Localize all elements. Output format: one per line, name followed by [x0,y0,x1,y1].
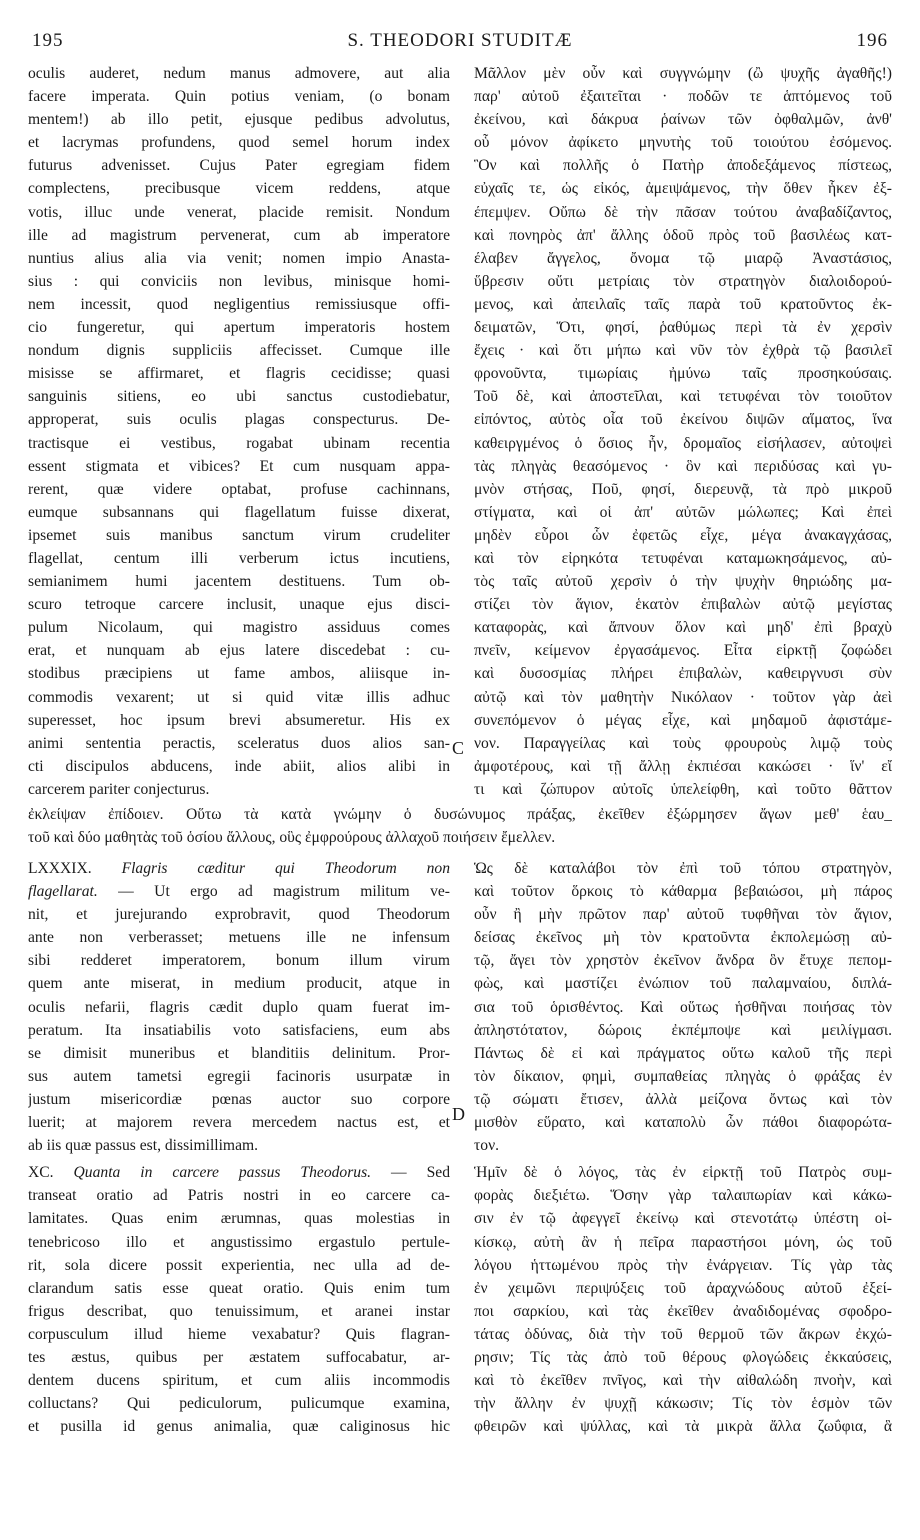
text-line: τοῦ καὶ δύο μαθητὰς τοῦ ὁσίου ἄλλους, οὓς ἐμφρούρους ἀλλαχοῦ ποιήσειν ἔμελλεν. [28,829,556,847]
greek-full-width-lines [28,803,892,849]
text-line: εἰπόντος, αὐτὸς οἷα τοῦ ἐκείνου διψῶν αἵματος, ἵνα [474,411,892,429]
latin-column-bottom [28,857,450,1438]
text-line: frigus describat, quo tenuissimum, et aranei instar [28,1302,450,1320]
text-line: erat, et nunquam ab ejus latere discedebat : cu- [28,642,450,660]
text-line: transeat oratio ad Patris nostri in eo carcere ca- [28,1187,450,1205]
text-line: Μᾶλλον μὲν οὖν καὶ συγγνώμην (ὢ ψυχῆς ἀγαθῆς!) [474,65,892,82]
greek-column-top [474,62,892,801]
text-line: τὰς πληγὰς θεασόμενος · ὃν καὶ περιδύσας καὶ γυ- [474,457,892,475]
text-line: sus autem tametsi egregii facinoris usurpatæ in [28,1067,450,1085]
text-line: κίσκῳ, αὐτὴ ἂν ἡ πεῖρα παραστήσοι μόνη, ὡς τοῦ [474,1233,892,1251]
text-line: ἐκείνου, καὶ δάκρυα ῥαίνων τῶν ὀφθαλμῶν, ἀνθ' [474,111,892,129]
text-line: peratum. Ita insatiabilis voto satisfaciens, eum abs [28,1021,450,1039]
text-line: μισθὸν εὕρατο, καὶ καταπολὺ ὧν πάθοι διαφορώτα- [474,1114,892,1132]
text-line: nit, et jurejurando exprobravit, quod Theodorum [28,906,450,924]
text-line: carcerem pariter conjecturus. [28,780,210,798]
text-line: justum misericordiæ pœnas auctor suo corpore [28,1090,450,1108]
text-line: Ἡμῖν δὲ ὁ λόγος, τὰς ἐν εἱρκτῇ τοῦ Πατρὸς συμ- [474,1164,892,1182]
text-line: et pusilla id genus animalia, quæ caliginosus hic [28,1418,450,1436]
text-line: φρονοῦντα, τιμωρίαις ἠμύνω ταῖς προσηκούσαις. [474,365,892,383]
text-line: rerent, quæ videre optabat, profuse cachinnans, [28,480,450,498]
text-line: τῷ σώματι ἔτισεν, ἀλλὰ μείζονα ὄντως καὶ τὸν [474,1090,892,1108]
text-line: οὗ μόνον ἀφίκετο μηνυτὴς τοῦ τοιούτου ἐσόμενος. [474,134,892,152]
text-line: τὸς ταῖς αὐτοῦ χερσὶν ὁ τὴν ψυχὴν θηριώδης μα- [474,573,892,591]
text-line: colluctans? Qui pediculorum, pulicumque examina, [28,1395,450,1413]
text-line: οὖν ἢ μὴν πρῶτον παρ' αὐτοῦ τυφθῆναι τὸν ἅγιον, [474,906,892,924]
text-line: τάτας ὀδύνας, διὰ τὴν τοῦ θερμοῦ τῶν ἄκρων ἐκχώ- [474,1325,892,1343]
text-line: καὶ τὸν εἰρηκότα τετυφέναι καταμωκησάμενος, αὐ- [474,549,892,567]
text-line: δειματῶν, Ὅτι, φησί, ῥαθύμως περὶ τὰ ἐν χερσὶν [474,319,892,337]
text-line: καὶ τὸ ἐκεῖθεν πνῖγος, καὶ τὴν αἰθαλώδη πνοὴν, καὶ [474,1372,892,1390]
text-line: ipsemet suis manibus sanctum virum crudeliter [28,526,450,544]
text-line: φθειρῶν καὶ ψύλλας, καὶ τὰ μικρὰ ἄλλα ζωΰφια, ἃ [474,1418,892,1436]
text-line: semianimem humi jacentem destituens. Tum ob- [28,573,450,591]
text-line: misisse se affirmaret, et flagris cecidisse; quasi [28,365,450,383]
text-line: pulum Nicolaum, qui magistro assiduus comes [28,619,450,637]
text-line: ὕβρεσιν οὔτι μετρίαις τὸν στρατηγὸν διαλοιδορού- [474,272,892,290]
text-line: σια τοῦ ὁρισθέντος. Καὶ οὕτως ἡσθῆναι ποιήσας τὸν [474,998,892,1016]
left-page-number: 195 [32,30,64,51]
text-line: καταφορὰς, καὶ ἄπνουν ὅλον καὶ μηδ' ἐπὶ βραχὺ [474,619,892,637]
text-line: rit, sola dicere possit experientia, nec ulla ad de- [28,1256,450,1274]
text-line: καθειργμένος ὁ ὅσιος ἦν, δρομαῖος εἰσήλασεν, αὐτοψεὶ [474,434,892,452]
text-line: μηδὲν εὗροι ὧν ἐφετῶς εἶχε, μέγα ἀνακαγχάσας, [474,526,892,544]
text-line: mentem!) ab illo petit, ejusque pedibus advolutus, [28,111,450,129]
text-line: clarandum satis esse queat oratio. Quis enim tum [28,1279,450,1297]
text-line: Τοῦ δὲ, καὶ ἀποστεῖλαι, καὶ τετυφέναι τὸν τοιοῦτον [474,388,892,406]
text-line: παρ' αὐτοῦ ἐξαιτεῖται · ποδῶν τε ἁπτόμενος τοῦ [474,88,892,106]
text-line: τὴν ἄλλην ἐν ψυχῇ κάκωσιν; Τίς τὸν ἑσμὸν τῶν [474,1395,892,1413]
latin-column-top [28,62,450,801]
text-line: et lacrymas profundens, quod semel horum index [28,134,450,152]
text-line: sibi redderet imperatorem, bonum illum virum [28,952,450,970]
text-line: Ὡς δὲ καταλάβοι τὸν ἐπὶ τοῦ τόπου στρατηγὸν, [474,860,892,877]
text-line: corpusculum illud hieme vexabatur? Quis flagran- [28,1325,450,1343]
text-line: φορὰς διεξιέτω. Ὅσην γὰρ ταλαιπωρίαν καὶ κάκω- [474,1187,892,1205]
text-line: μνὸν στήσας, Ποῦ, φησί, διερευνᾷ, τὰ πρὸ μικροῦ [474,480,892,498]
text-line: λόγου ἡττωμένου πρὸς τὴν ἐνάργειαν. Τίς γὰρ τὰς [474,1256,892,1274]
text-line: facere imperata. Quin potius veniam, (o bonam [28,88,450,106]
text-line: animi sententia peractis, sceleratus duos alios san- [28,734,450,752]
text-line: τι καὶ ζώπυρον αὐτοῖς ὑπελείφθη, καὶ τοῦτο θᾶττον [474,780,892,798]
text-line: dentem ducens spiritum, et cum aliis incommodis [28,1372,450,1390]
text-line: καὶ τοῦτον ὅρκοις τὸ κάθαρμα βεβαιώσοι, μὴ πάρος [474,883,892,901]
text-line: στίγματα, καὶ οἱ ἀπ' αὐτῶν μώλωπες; Καὶ ἐπεὶ [474,503,892,521]
text-line: καὶ δυσοσμίας πλήρει ἐπιβαλὼν, καθειργνυσι σὺν [474,665,892,683]
text-line: oculis nefarii, flagris cædit duplo quam fuerat im- [28,998,450,1016]
text-line: έλαβεν ἄγγελος, ὄνομα τῷ μιαρῷ Ἀναστάσιος, [474,249,892,267]
text-line: oculis auderet, nedum manus admovere, aut alia [28,65,450,82]
text-line: ρησιν; Τίς τὰς ἀπὸ τοῦ θέρους φλογώδεις ἐκκαύσεις, [474,1348,892,1366]
text-line: τῷ, ἄγει τὸν χρηστὸν ἐκεῖνον ἄνδρα ὃν ἔτυχε πεπομ- [474,952,892,970]
text-line: essent stigmata et vibices? Et cum nusquam appa- [28,457,450,475]
text-line: XC. Quanta in carcere passus Theodorus. — Sed [28,1164,450,1182]
text-line: εὐχαῖς τε, ὡς εἰκός, ἀμειψάμενος, τὴν ὅθεν ἧκεν ἐξ- [474,180,892,198]
text-line: lamitates. Quas enim ærumnas, quas molestias in [28,1210,450,1228]
text-line: cti discipulos abducens, inde abiit, alios alibi in [28,757,450,775]
text-line: ab iis quæ passus est, dissimillimam. [28,1137,259,1155]
text-line: ἔχεις · καὶ ὅτι μήπω καὶ νῦν τὸν ἐχθρὰ τῷ βασιλεῖ [474,342,892,360]
text-line: ποι σαρκίου, καὶ τὰς ἐκεῖθεν ἀναδιδομένας σφοδρο- [474,1302,892,1320]
text-line: σιν ἐν τῷ ἀφεγγεῖ ἐκείνῳ καὶ στενοτάτῳ ὑπέστη οἰ- [474,1210,892,1228]
text-line: πνεῖν, κείμενον ἐργασάμενος. Εἶτα εἱρκτῇ ζοφώδει [474,642,892,660]
text-line: sanguinis sitiens, eo ubi sanctus custodiebatur, [28,388,450,406]
text-line: συνεπόμενον ὁ μέγας εἶχε, καὶ μηδαμοῦ ἀφιστάμε- [474,711,892,729]
text-line: flagellat, centum illi verberum ictus incutiens, [28,549,450,567]
text-line: ante non verberasset; metuens ille ne infensum [28,929,450,947]
text-line: ἀπληστότατον, δώροις ἐκπέμποψε καὶ μειλίγμασι. [474,1021,892,1039]
text-line: luerit; at majorem revera mercedem nactus est, et [28,1114,450,1132]
text-line: nem incessit, quod negligentius remissiusque offi- [28,295,450,313]
text-line: Ὃν καὶ πολλῆς ὁ Πατὴρ ἀποδεξάμενος πίστεως, [474,157,892,175]
text-line: quem ante miserat, in medium producit, atque in [28,975,450,993]
text-line: complectens, precibusque vicem reddens, atque [28,180,450,198]
text-line: superesset, hoc ipsum brevi absumeretur. His ex [28,711,450,729]
text-line: se dimisit muneribus et blanditiis delinitum. Pror- [28,1044,450,1062]
text-line: Πάντως δὲ εἰ καὶ πράγματος οὕτω καλοῦ τῆς περὶ [474,1044,892,1062]
text-line: votis, illuc unde venerat, placide remisit. Nondum [28,203,450,221]
text-line: nondum dignis suppliciis affecisset. Cumque ille [28,342,450,360]
text-line: δείσας ἐκεῖνος μὴ τὸν κρατοῦντα ἐκπολεμώσῃ αὐ- [474,929,892,947]
text-line: αὐτῷ καὶ τὸν μαθητὴν Νικόλαον · τοῦτον γὰρ ἀεὶ [474,688,892,706]
text-line: cio fungeretur, qui apertum imperatoris hostem [28,319,450,337]
text-line: flagellarat. — Ut ergo ad magistrum militum ve- [28,883,450,901]
text-line: tenebricoso illo et angustissimo ergastulo pertule- [28,1233,450,1251]
text-line: νον. Παραγγείλας καὶ τοὺς φρουροὺς λιμῷ τοὺς [474,734,892,752]
text-line: μενος, καὶ ἀπειλαῖς ταῖς παρὰ τοῦ κρατοῦντος ἐκ- [474,295,892,313]
text-line: ille ad magistrum pervenerat, cum ab imperatore [28,226,450,244]
text-line: tractisque ei vestibus, rogabat ubinam recentia [28,434,450,452]
greek-column-bottom [474,857,892,1438]
text-line: καὶ πονηρὸς ἀπ' ἄλλης ὁδοῦ πρὸς τοῦ βασιλέως κατ- [474,226,892,244]
text-line: eumque subsannans qui flagellatum fuisse dixerat, [28,503,450,521]
right-page-number: 196 [856,30,888,51]
margin-letter-d: D [452,1104,465,1124]
text-line: scuro tetroque carcere inclusit, unaque ejus disci- [28,596,450,614]
page-header [28,30,892,58]
text-line: τὸν δίκαιον, φημὶ, συμπαθείας πληγὰς ὁ φράξας ἐν [474,1067,892,1085]
text-line: ἀμφοτέρους, καὶ τῇ ἄλλῃ ἐκπιέσαι κακώσει · ἵν' εἴ [474,757,892,775]
margin-letter-c: C [452,738,465,758]
text-line: ἐκλείψαν ἐπίδοιεν. Οὕτω τὰ κατὰ γνώμην ὁ δυσώνυμος πράξας, ἐκεῖθεν ἐξώρμησεν ἄγων μεθ' ἑαυ_ [28,806,892,823]
text-line: sius : qui conviciis non levibus, minisque homi- [28,272,450,290]
text-line: τον. [474,1137,500,1155]
text-line: tes æstus, quibus per æstatem suffocabatur, ar- [28,1348,450,1366]
text-line: έπεμψεν. Οὔπω δὲ τὴν πᾶσαν τούτου ἀναβαδίζαντος, [474,203,892,221]
text-line: commodis vexarent; ut si quid vitæ illis adhuc [28,688,450,706]
text-line: futurus advenisset. Cujus Pater egregiam fidem [28,157,450,175]
text-line: LXXXIX. Flagris cæditur qui Theodorum non [28,860,450,877]
text-line: στίζει τὸν ἅγιον, ἑκατὸν ἐπιβαλὼν αὐτῷ μεγίστας [474,596,892,614]
text-line: nuntius alius alia via venit; nomen impio Anasta- [28,249,450,267]
text-line: ἐν χειμῶνι περιψύξεις τοῦ ἀραχνώδους αὐτοῦ ἐξεί- [474,1279,892,1297]
text-line: approperat, suis oculis plagas conspecturus. De- [28,411,450,429]
text-line: φὼς, καὶ μαστίζει ἐνώπιον τοῦ παλαμναίου, διπλά- [474,975,892,993]
text-line: stodibus præcipiens ut fame ambos, aliisque in- [28,665,450,683]
running-title: S. THEODORI STUDITÆ [347,30,573,51]
